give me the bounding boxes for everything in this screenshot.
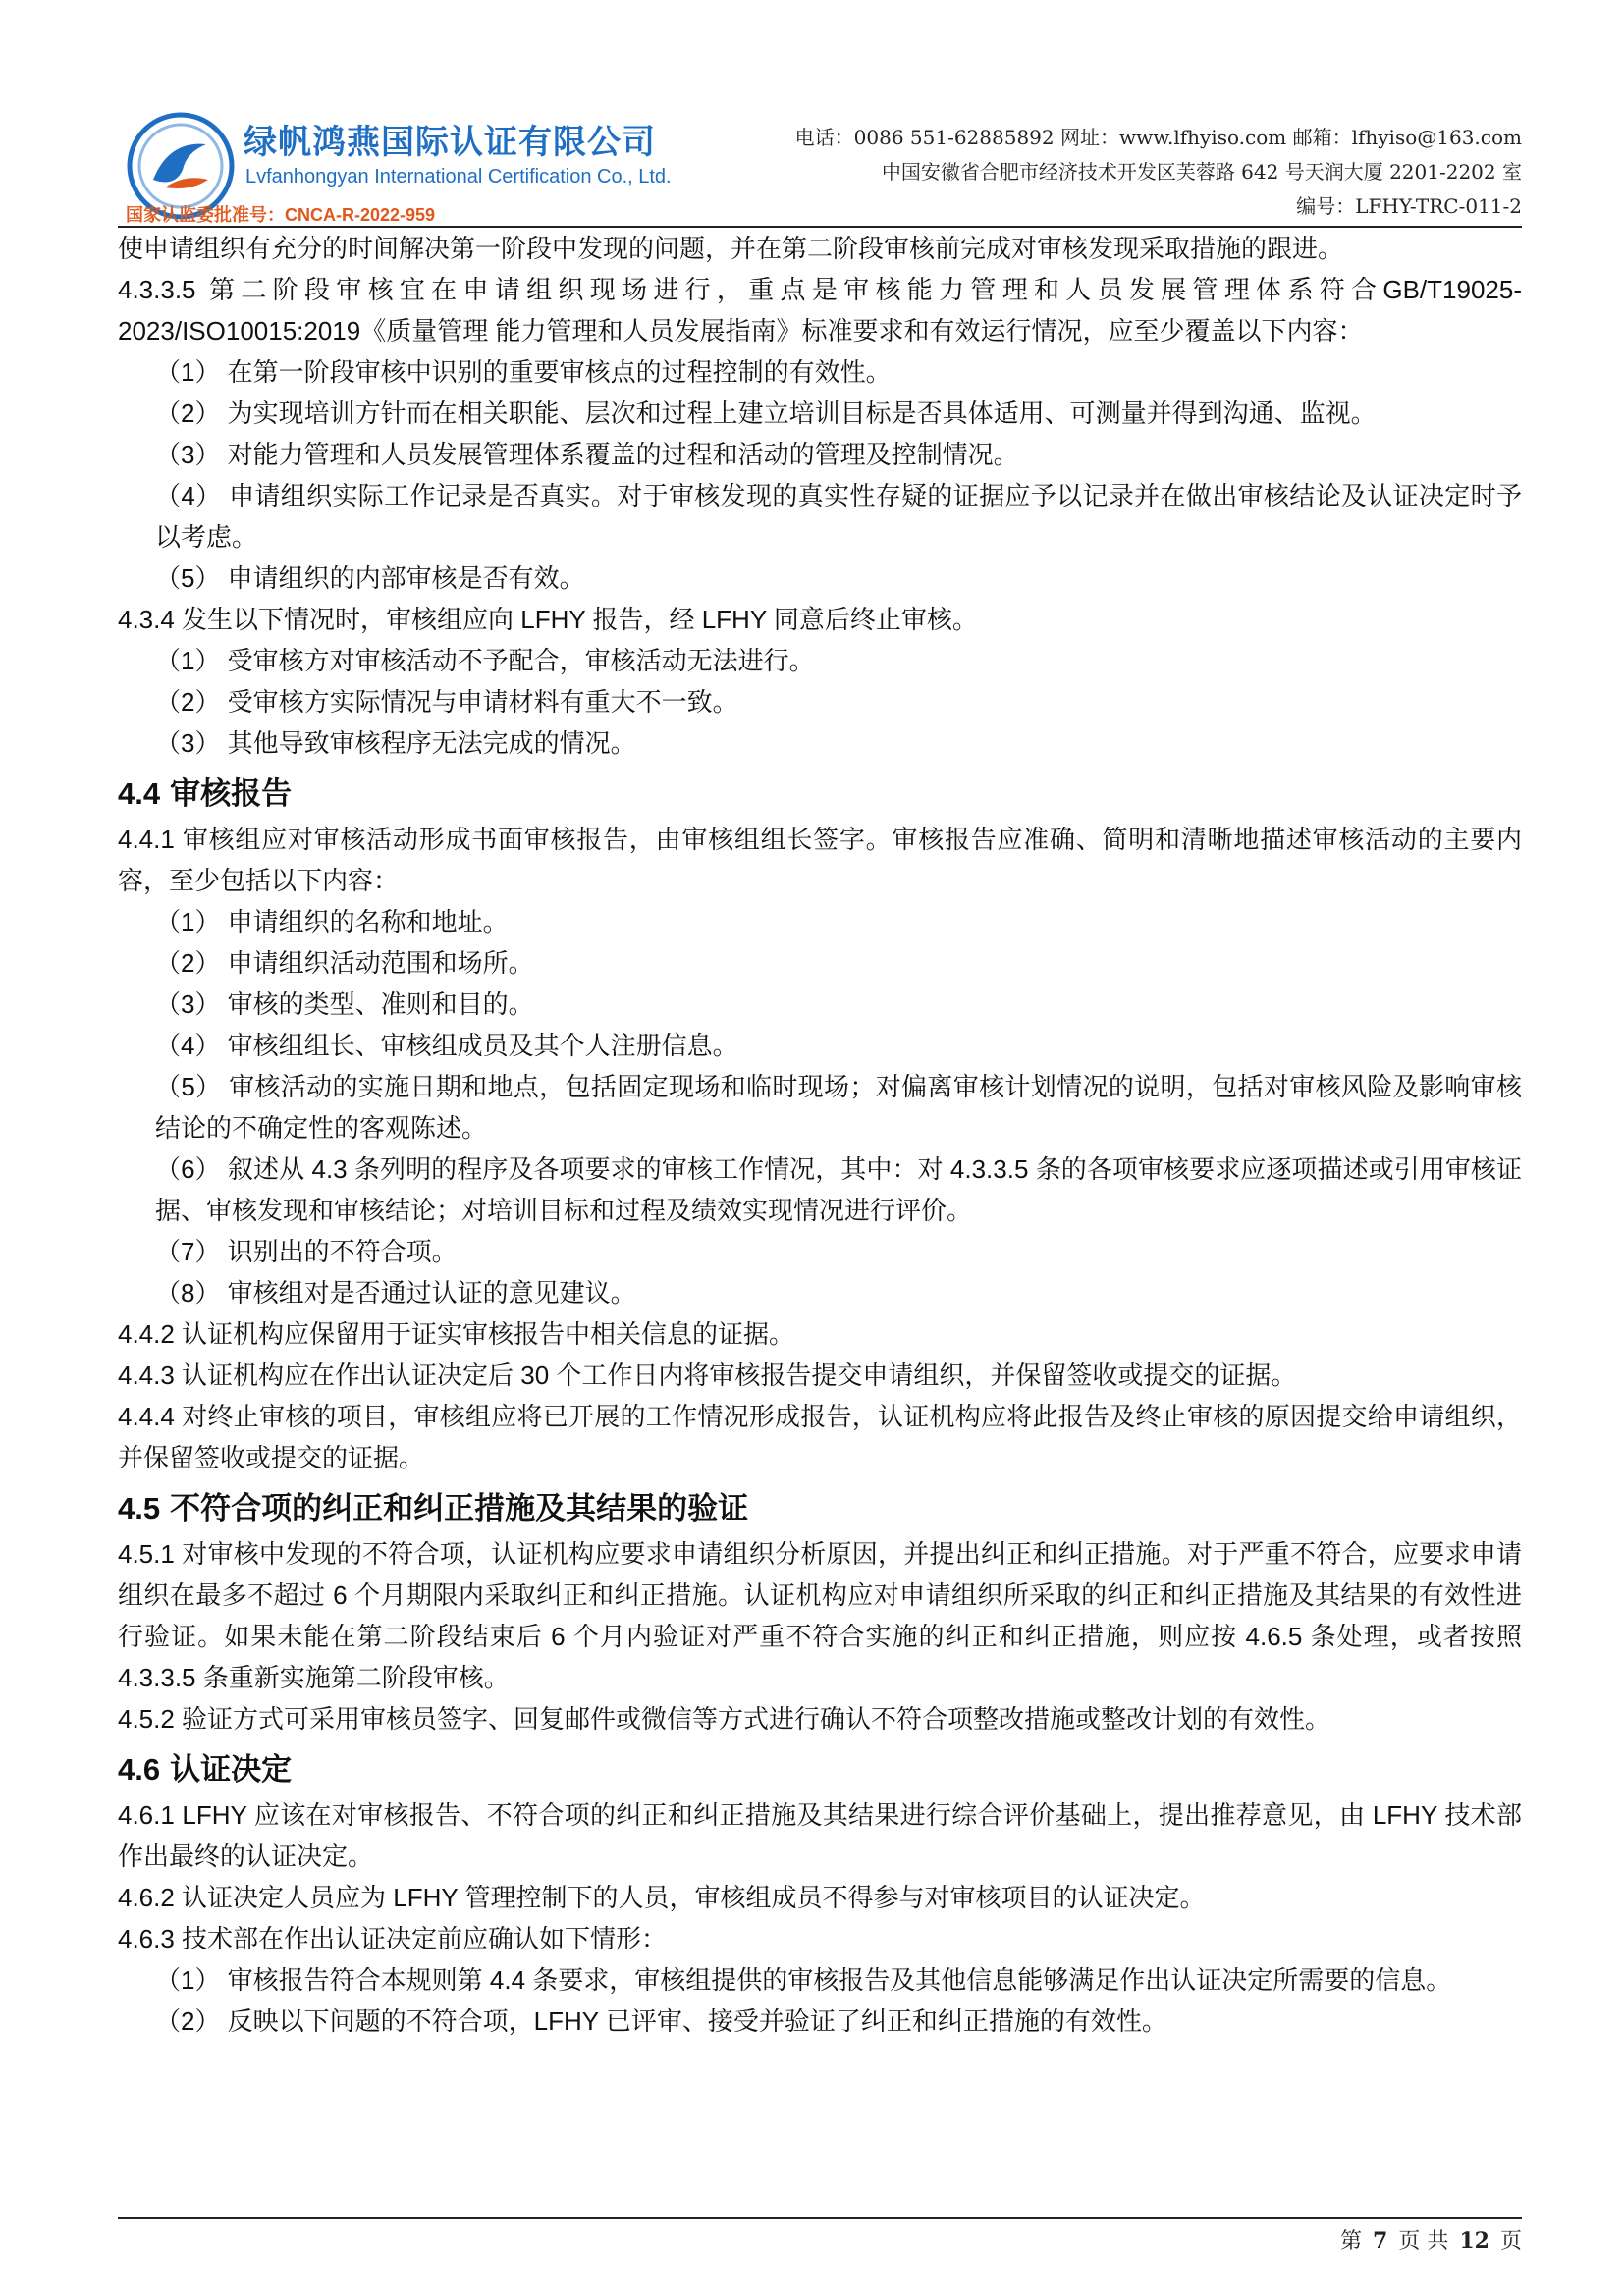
- section-heading-4-4: [118, 770, 1522, 819]
- clause-4-4-4: 4.4.4 对终止审核的项目，审核组应将已开展的工作情况形成报告，认证机构应将此报告及终止审核的原因提交给申请组织，并保留签收或提交的证据。: [118, 1402, 1522, 1472]
- approval-number: 国家认监委批准号：CNCA-R-2022-959: [126, 205, 436, 225]
- contact-phone-web-email: 电话：0086 551-62885892 网址：www.lfhyiso.com 邮箱：lfhyiso@163.com: [794, 126, 1522, 149]
- list-item: （3） 审核的类型、准则和目的。: [155, 989, 534, 1019]
- list-item: （2） 受审核方实际情况与申请材料有重大不一致。: [155, 687, 738, 717]
- list-item: （3） 其他导致审核程序无法完成的情况。: [155, 728, 636, 758]
- current-page: 7: [1373, 2228, 1388, 2254]
- list-item: （5） 申请组织的内部审核是否有效。: [155, 563, 585, 593]
- document-number: 编号：LFHY-TRC-011-2: [1296, 194, 1522, 218]
- section-number: 4.5: [118, 1491, 161, 1525]
- list-item: （2） 申请组织活动范围和场所。: [155, 948, 534, 978]
- list-item: （5） 审核活动的实施日期和地点，包括固定现场和临时现场；对偏离审核计划情况的说明，包括对审核风险及影响审核结论的不确定性的客观陈述。: [155, 1072, 1522, 1143]
- list-item: （6） 叙述从 4.3 条列明的程序及各项要求的审核工作情况，其中：对 4.3.3.5 条的各项审核要求应逐项描述或引用审核证据、审核发现和审核结论；对培训目标和过程及绩效实现情况进行评价。: [155, 1154, 1522, 1225]
- page-middle: 页 共: [1398, 2229, 1449, 2254]
- clause-4-6-1: 4.6.1 LFHY 应该在对审核报告、不符合项的纠正和纠正措施及其结果进行综合评价基础上，提出推荐意见，由 LFHY 技术部作出最终的认证决定。: [118, 1800, 1522, 1871]
- page-number: [1340, 2224, 1522, 2255]
- list-item: （3） 对能力管理和人员发展管理体系覆盖的过程和活动的管理及控制情况。: [155, 440, 1019, 469]
- section-heading-4-6: [118, 1745, 1522, 1794]
- company-name-cn: 绿帆鸿燕国际认证有限公司: [244, 124, 656, 161]
- paragraph: 使申请组织有充分的时间解决第一阶段中发现的问题，并在第二阶段审核前完成对审核发现采取措施的跟进。: [118, 234, 1344, 263]
- clause-4-6-3: 4.6.3 技术部在作出认证决定前应确认如下情形：: [118, 1924, 668, 1953]
- list-item: （1） 审核报告符合本规则第 4.4 条要求，审核组提供的审核报告及其他信息能够满足作出认证决定所需要的信息。: [155, 1965, 1452, 1995]
- company-name-en: Lvfanhongyan International Certification Co., Ltd.: [245, 166, 672, 187]
- clause-4-4-3: 4.4.3 认证机构应在作出认证决定后 30 个工作日内将审核报告提交申请组织，并保留签收或提交的证据。: [118, 1361, 1297, 1390]
- section-heading-4-5: [118, 1484, 1522, 1533]
- footer-divider: [118, 2217, 1522, 2219]
- list-item: （1） 受审核方对审核活动不予配合，审核活动无法进行。: [155, 646, 815, 675]
- clause-4-5-2: 4.5.2 验证方式可采用审核员签字、回复邮件或微信等方式进行确认不符合项整改措施或整改计划的有效性。: [118, 1704, 1331, 1734]
- total-pages: 12: [1459, 2228, 1489, 2254]
- clause-4-6-2: 4.6.2 认证决定人员应为 LFHY 管理控制下的人员，审核组成员不得参与对审核项目的认证决定。: [118, 1883, 1206, 1912]
- section-title: 审核报告: [170, 776, 293, 811]
- list-item: （1） 申请组织的名称和地址。: [155, 907, 509, 936]
- list-item: （8） 审核组对是否通过认证的意见建议。: [155, 1278, 636, 1308]
- contact-address: 中国安徽省合肥市经济技术开发区芙蓉路 642 号天润大厦 2201-2202 室: [881, 160, 1522, 184]
- document-body: [118, 228, 1522, 2042]
- clause-4-3-3-5: 4.3.3.5 第二阶段审核宜在申请组织现场进行，重点是审核能力管理和人员发展管理体系符合GB/T19025-2023/ISO10015:2019《质量管理 能力管理和人员发展指南》标准要求和有效运行情况，应至少覆盖以下内容：: [118, 275, 1522, 346]
- page-suffix: 页: [1499, 2229, 1522, 2254]
- contact-block: [795, 121, 1522, 224]
- section-number: 4.6: [118, 1752, 161, 1787]
- clause-4-3-4: 4.3.4 发生以下情况时，审核组应向 LFHY 报告，经 LFHY 同意后终止审核。: [118, 605, 978, 634]
- list-item: （4） 审核组组长、审核组成员及其个人注册信息。: [155, 1031, 738, 1060]
- clause-4-5-1: 4.5.1 对审核中发现的不符合项，认证机构应要求申请组织分析原因，并提出纠正和纠正措施。对于严重不符合，应要求申请组织在最多不超过 6 个月期限内采取纠正和纠正措施。认证机构应对申请组织所采取的纠正和纠正措施及其结果的有效性进行验证。如果未能在第二阶段结束后 6 个月内验证对严重不符合实施的纠正和纠正措施，则应按 4.6.5 条处理，或者按照 4.3.3.5 条重新实施第二阶段审核。: [118, 1539, 1522, 1692]
- list-item: （7） 识别出的不符合项。: [155, 1237, 458, 1266]
- page-prefix: 第: [1340, 2229, 1363, 2254]
- section-title: 不符合项的纠正和纠正措施及其结果的验证: [170, 1491, 749, 1525]
- page-header: [118, 93, 1522, 225]
- clause-4-4-2: 4.4.2 认证机构应保留用于证实审核报告中相关信息的证据。: [118, 1319, 795, 1349]
- section-number: 4.4: [118, 776, 161, 811]
- list-item: （2） 反映以下问题的不符合项，LFHY 已评审、接受并验证了纠正和纠正措施的有效性。: [155, 2006, 1167, 2036]
- list-item: （1） 在第一阶段审核中识别的重要审核点的过程控制的有效性。: [155, 357, 892, 387]
- clause-4-4-1: 4.4.1 审核组应对审核活动形成书面审核报告，由审核组组长签字。审核报告应准确、简明和清晰地描述审核活动的主要内容，至少包括以下内容：: [118, 825, 1522, 895]
- list-item: （2） 为实现培训方针而在相关职能、层次和过程上建立培训目标是否具体适用、可测量并得到沟通、监视。: [155, 399, 1377, 428]
- section-title: 认证决定: [170, 1752, 293, 1787]
- list-item: （4） 申请组织实际工作记录是否真实。对于审核发现的真实性存疑的证据应予以记录并在做出审核结论及认证决定时予以考虑。: [155, 481, 1522, 552]
